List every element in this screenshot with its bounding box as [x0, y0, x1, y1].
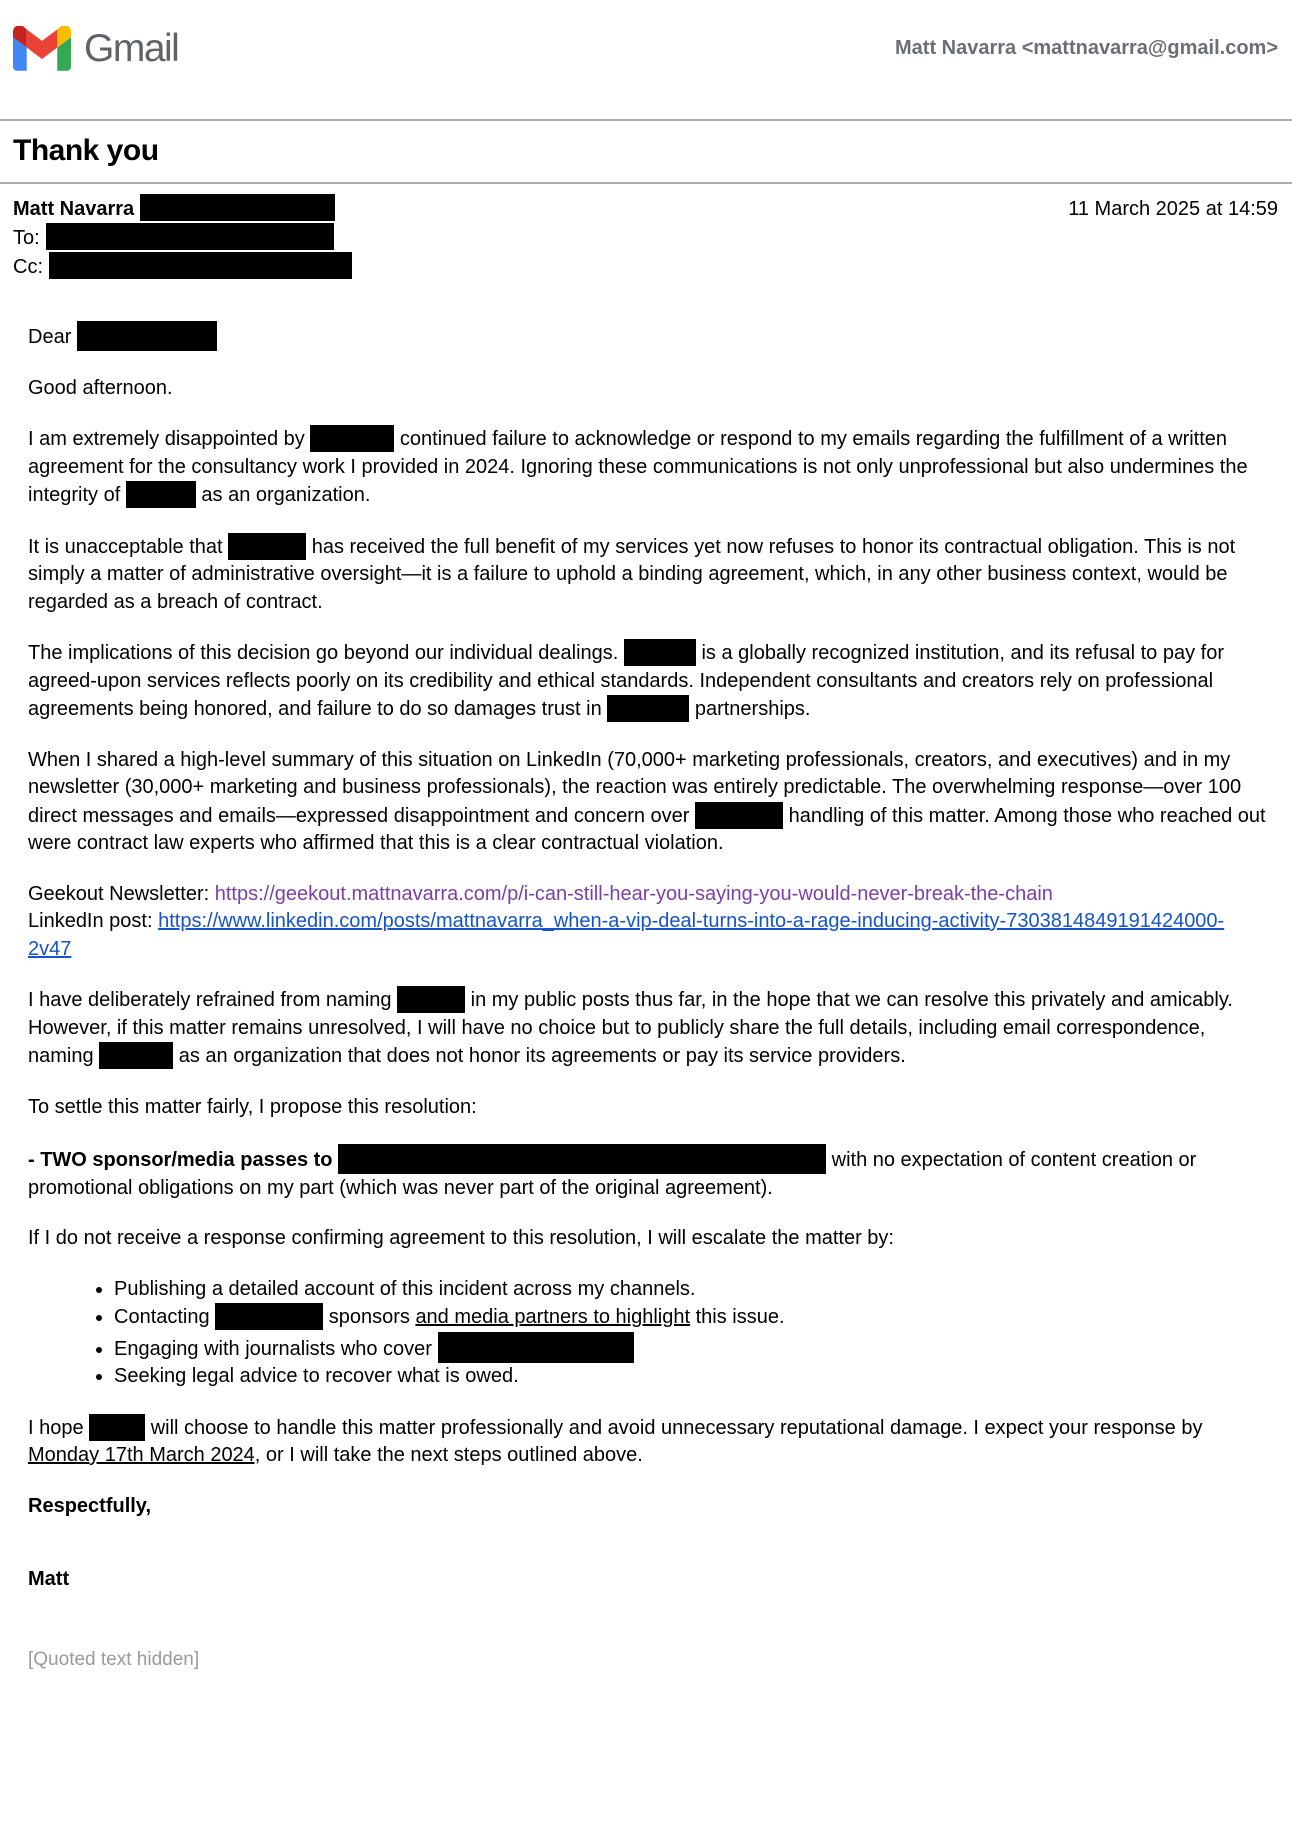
underlined-text: and media partners to highlight	[415, 1306, 691, 1328]
message-meta	[0, 184, 1292, 281]
body-text: partnerships.	[689, 698, 811, 720]
to-label: To:	[13, 227, 40, 249]
body-text: Good afternoon.	[28, 376, 173, 399]
body-text: handling of this matter. Among those who reached out were contract law experts who affirmed that this is a clear contractual violation.	[28, 804, 1266, 854]
redaction-box	[310, 425, 394, 452]
redaction-box	[89, 1414, 145, 1441]
gmail-logo	[13, 26, 178, 71]
body-paragraph	[28, 747, 1266, 858]
body-text: with no expectation of content creation or promotional obligations on my part (which was never part of the original agreement).	[28, 1149, 1197, 1199]
redaction-box	[624, 639, 696, 666]
body-text: Contacting	[114, 1306, 216, 1328]
body-text: I am extremely disappointed by	[28, 428, 311, 450]
redaction-box	[46, 223, 334, 250]
body-text: sponsors	[323, 1306, 416, 1328]
geekout-newsletter-link[interactable]: https://geekout.mattnavarra.com/p/i-can-still-hear-you-saying-you-would-never-break-the-chain	[214, 882, 1053, 905]
body-paragraph	[28, 1493, 1266, 1521]
body-text: I have deliberately refrained from naming	[28, 989, 398, 1011]
body-text: is a globally recognized institution, and its refusal to pay for agreed-upon services reflects poorly on its credibility and ethical standards. Independent consultants and creators rely on professional agreements being honored, and failure to do so damages trust in	[28, 642, 1224, 720]
redaction-box	[338, 1144, 826, 1174]
redaction-box	[215, 1303, 323, 1330]
body-text: Engaging with journalists who cover	[114, 1337, 438, 1360]
body-paragraph	[28, 986, 1266, 1071]
body-paragraph	[28, 1225, 1266, 1253]
body-text: as an organization that does not honor its agreements or pay its service providers.	[173, 1045, 906, 1067]
body-paragraph	[28, 881, 1266, 964]
redaction-box	[438, 1332, 634, 1363]
redaction-box	[140, 194, 335, 221]
redaction-box	[397, 986, 465, 1013]
redaction-box	[126, 481, 196, 508]
escalation-list	[28, 1276, 1266, 1391]
body-paragraph	[28, 375, 1266, 403]
redaction-box	[77, 321, 217, 351]
account-email: Matt Navarra <mattnavarra@gmail.com>	[895, 37, 1278, 59]
body-text: will choose to handle this matter professionally and avoid unnecessary reputational damage. I expect your response by	[145, 1416, 1203, 1439]
from-name: Matt Navarra	[13, 198, 135, 220]
gmail-m-icon	[13, 26, 71, 71]
cc-label: Cc:	[13, 256, 43, 278]
email-body	[28, 321, 1266, 1594]
body-paragraph	[28, 639, 1266, 724]
body-text: It is unacceptable that	[28, 535, 229, 558]
meta-left	[13, 194, 352, 281]
body-text: When I shared a high-level summary of this situation on LinkedIn (70,000+ marketing professionals, creators, and executives) and in my newsletter (30,000+ marketing and business professionals), the reaction was entirely predictable. The overwhelming response—over 100 direct messages and emails—expressed disappointment and concern over	[28, 748, 1242, 827]
from-line	[13, 194, 352, 222]
body-text: has received the full benefit of my services yet now refuses to honor its contractual obligation. This is not simply a matter of administrative oversight—it is a failure to uphold a binding agreement, which, in any other business context, would be regarded as a breach of contract.	[28, 535, 1236, 613]
underlined-text: Monday 17th March 2024,	[28, 1444, 261, 1466]
redaction-box	[99, 1042, 173, 1069]
body-text: or I will take the next steps outlined above.	[260, 1444, 643, 1466]
body-paragraph	[28, 425, 1266, 510]
body-paragraph	[28, 321, 1266, 352]
divider-top	[0, 119, 1292, 121]
body-paragraph	[28, 1144, 1266, 1202]
body-text: Dear	[28, 326, 77, 348]
cc-line	[13, 252, 352, 280]
body-text: LinkedIn post:	[28, 910, 159, 932]
body-text: The implications of this decision go beyond our individual dealings.	[28, 642, 624, 664]
redaction-box	[607, 695, 689, 722]
body-text: continued failure to acknowledge or respond to my emails regarding the fulfillment of a written agreement for the consultancy work I provided in 2024. Ignoring these communications is not only unprofessional but also undermines the integrity of	[28, 428, 1248, 506]
body-text: Seeking legal advice to recover what is owed.	[114, 1365, 519, 1387]
gmail-wordmark: Gmail	[84, 26, 179, 70]
body-text: this issue.	[690, 1306, 785, 1328]
redaction-box	[695, 802, 783, 829]
body-text: If I do not receive a response confirming agreement to this resolution, I will escalate the matter by:	[28, 1227, 894, 1249]
body-text: Publishing a detailed account of this incident across my channels.	[114, 1277, 696, 1300]
email-subject: Thank you	[13, 134, 159, 167]
body-text: To settle this matter fairly, I propose this resolution:	[28, 1095, 477, 1118]
body-text: in my public posts thus far, in the hope that we can resolve this privately and amicably. However, if this matter remains unresolved, I will have no choice but to publicly share the full details, including email correspondence, naming	[28, 989, 1233, 1067]
body-paragraph	[28, 1094, 1266, 1122]
list-item	[114, 1363, 1266, 1391]
body-paragraph	[28, 1414, 1266, 1470]
list-item	[114, 1303, 1266, 1332]
body-paragraph	[28, 533, 1266, 617]
print-header	[0, 0, 1292, 71]
bold-text: Respectfully,	[28, 1494, 151, 1517]
body-text: I hope	[28, 1416, 90, 1439]
body-paragraph	[28, 1566, 1266, 1594]
quoted-text-hidden: [Quoted text hidden]	[28, 1648, 200, 1670]
redaction-box	[228, 533, 306, 560]
bold-text: - TWO sponsor/media passes to	[28, 1149, 339, 1171]
list-item	[114, 1276, 1266, 1304]
to-line	[13, 223, 352, 251]
list-item	[114, 1332, 1266, 1364]
message-date: 11 March 2025 at 14:59	[1068, 198, 1278, 220]
body-text: Geekout Newsletter:	[28, 882, 215, 905]
body-text: as an organization.	[195, 484, 371, 506]
redaction-box	[49, 252, 352, 279]
linkedin-post-link[interactable]: https://www.linkedin.com/posts/mattnavarra_when-a-vip-deal-turns-into-a-rage-inducing-activity-7303814849191424000-2v47	[28, 910, 1225, 960]
bold-text: Matt	[28, 1568, 70, 1590]
